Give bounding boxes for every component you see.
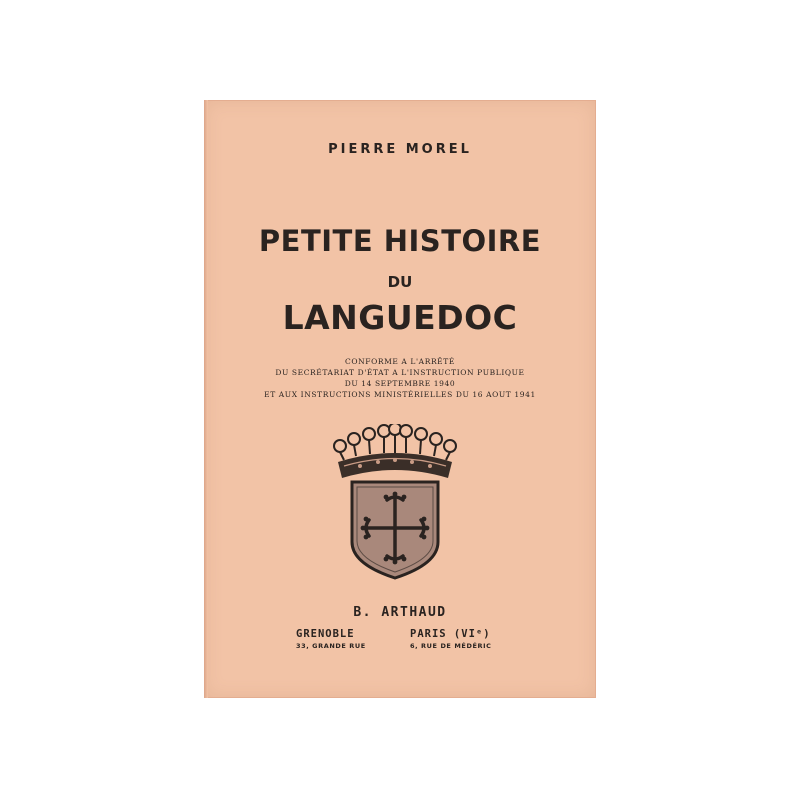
title-line-1: PETITE HISTOIRE bbox=[258, 224, 542, 258]
publisher-city-grenoble: GRENOBLE bbox=[296, 628, 355, 640]
publisher-name: B. ARTHAUD bbox=[353, 605, 447, 620]
approval-note-line-1: CONFORME A L'ARRÊTÉ bbox=[345, 357, 455, 366]
publisher-address-paris: 6, RUE DE MÉDÉRIC bbox=[410, 642, 492, 650]
title-line-2: DU bbox=[387, 273, 413, 291]
author-name: PIERRE MOREL bbox=[328, 142, 472, 157]
publisher-city-paris: PARIS (VIᵉ) bbox=[410, 628, 491, 640]
book-cover bbox=[204, 100, 596, 698]
title-line-3: LANGUEDOC bbox=[282, 298, 518, 337]
coat-of-arms-icon bbox=[330, 424, 460, 580]
approval-note-line-4: ET AUX INSTRUCTIONS MINISTÉRIELLES DU 16 AOUT 1941 bbox=[264, 390, 536, 399]
approval-note-line-3: DU 14 SEPTEMBRE 1940 bbox=[344, 379, 456, 388]
approval-note-line-2: DU SECRÉTARIAT D'ÉTAT A L'INSTRUCTION PUBLIQUE bbox=[275, 368, 525, 377]
publisher-address-grenoble: 33, GRANDE RUE bbox=[296, 642, 366, 650]
